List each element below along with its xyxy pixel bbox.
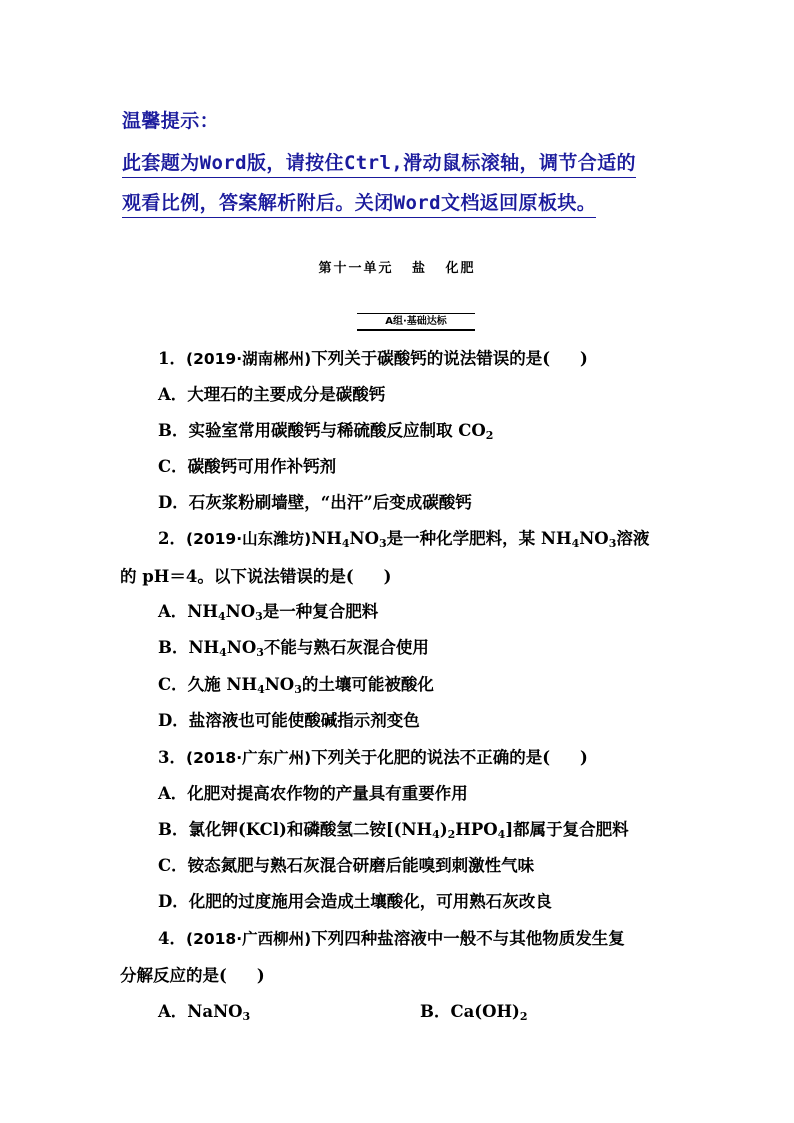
question-2-option-c [158, 671, 434, 695]
subscript: 4 [219, 646, 227, 659]
question-4-stem [158, 925, 625, 949]
question-1-option-b [158, 417, 493, 441]
question-2-option-a [158, 598, 378, 622]
question-source: (2019·山东潍坊) [185, 530, 312, 548]
option-text: 的土壤可能被酸化 [301, 675, 434, 694]
tip-title: 温馨提示： [122, 110, 220, 132]
option-text: B．NH [158, 638, 220, 657]
question-text: 是一种化学肥料，某 NH [386, 529, 572, 548]
formula-part: HPO [455, 820, 498, 839]
answer-paren-close: ) [580, 349, 588, 368]
question-number: 2． [158, 529, 186, 548]
question-2-option-d: D．盐溶液也可能使酸碱指示剂变色 [158, 711, 420, 730]
subscript: 4 [571, 537, 580, 550]
option-text: A．NH [158, 602, 218, 621]
question-source: (2018·广东广州) [185, 749, 312, 767]
option-text: B．氯化钾(KCl)和磷酸氢二铵[(NH [158, 820, 433, 839]
question-text: 的 pH＝4。以下说法错误的是( [120, 567, 354, 586]
question-number: 4． [158, 929, 186, 948]
question-4-option-a [158, 998, 250, 1022]
subscript: 2 [485, 429, 494, 442]
formula-part: NO [264, 675, 295, 694]
formula-part: NO [579, 529, 609, 548]
option-text: B．实验室常用碳酸钙与稀硫酸反应制取 CO [158, 421, 486, 440]
question-2-stem [158, 525, 649, 549]
subscript: 4 [432, 828, 440, 841]
question-source: (2018·广西柳州) [185, 930, 312, 948]
question-1-option-a: A．大理石的主要成分是碳酸钙 [158, 385, 386, 404]
unit-label: 第十一单元 [318, 261, 394, 276]
option-text: 不能与熟石灰混合使用 [263, 638, 429, 657]
subscript: 4 [217, 610, 226, 623]
option-text: ]都属于复合肥料 [505, 820, 629, 839]
subscript: 3 [242, 1010, 251, 1023]
question-2-option-b [158, 634, 429, 658]
question-3-option-d: D．化肥的过度施用会造成土壤酸化，可用熟石灰改良 [158, 892, 552, 911]
question-4-stem-line-2 [120, 962, 265, 986]
formula-part: NO [349, 529, 379, 548]
option-text: A．NaNO [158, 1002, 243, 1021]
option-text: C．久施 NH [158, 675, 258, 694]
answer-paren-close: ) [580, 748, 588, 767]
question-text: 下列关于化肥的说法不正确的是( [311, 748, 550, 767]
question-text: 分解反应的是( [120, 966, 227, 985]
question-text: 溶液 [616, 529, 650, 548]
answer-paren-close: ) [383, 567, 392, 586]
subscript: 2 [519, 1010, 528, 1023]
option-text: B．Ca(OH) [420, 1002, 520, 1021]
question-1-stem [158, 345, 588, 369]
unit-title [0, 257, 794, 276]
formula-part: NH [311, 529, 342, 548]
tip-line-1: 此套题为Word版，请按住Ctrl,滑动鼠标滚轴，调节合适的 [122, 148, 636, 178]
question-2-stem-line-2 [120, 563, 391, 587]
question-1-option-c: C．碳酸钙可用作补钙剂 [158, 457, 337, 476]
question-1-option-d: D．石灰浆粉刷墙壁，“出汗”后变成碳酸钙 [158, 493, 472, 512]
question-number: 3． [158, 748, 186, 767]
subscript: 2 [447, 828, 456, 841]
subscript: 4 [341, 537, 350, 550]
question-number: 1． [158, 349, 186, 368]
tip-line-2: 观看比例，答案解析附后。关闭Word文档返回原板块。 [122, 188, 596, 218]
subscript: 3 [256, 646, 264, 659]
subscript: 4 [497, 828, 506, 841]
question-3-option-c: C．铵态氮肥与熟石灰混合研磨后能嗅到刺激性气味 [158, 856, 535, 875]
question-text: 下列四种盐溶液中一般不与其他物质发生复 [311, 929, 625, 948]
question-4-option-b [420, 998, 528, 1022]
formula-part: NO [226, 638, 257, 657]
question-text: 下列关于碳酸钙的说法错误的是( [311, 349, 550, 368]
subscript: 3 [255, 610, 263, 623]
subscript: 3 [294, 683, 302, 696]
option-text: 是一种复合肥料 [262, 602, 379, 621]
formula-part: ) [439, 820, 448, 839]
unit-topic-1: 盐 [411, 261, 427, 276]
question-3-stem [158, 744, 588, 768]
subscript: 3 [608, 537, 617, 550]
section-label: A组·基础达标 [357, 313, 475, 331]
unit-topic-2: 化肥 [445, 261, 476, 276]
question-source: (2019·湖南郴州) [185, 350, 312, 368]
subscript: 4 [257, 683, 265, 696]
question-3-option-b [158, 816, 629, 840]
subscript: 3 [378, 537, 387, 550]
question-3-option-a: A．化肥对提高农作物的产量具有重要作用 [158, 784, 468, 803]
formula-part: NO [225, 602, 256, 621]
answer-paren-close: ) [256, 966, 265, 985]
